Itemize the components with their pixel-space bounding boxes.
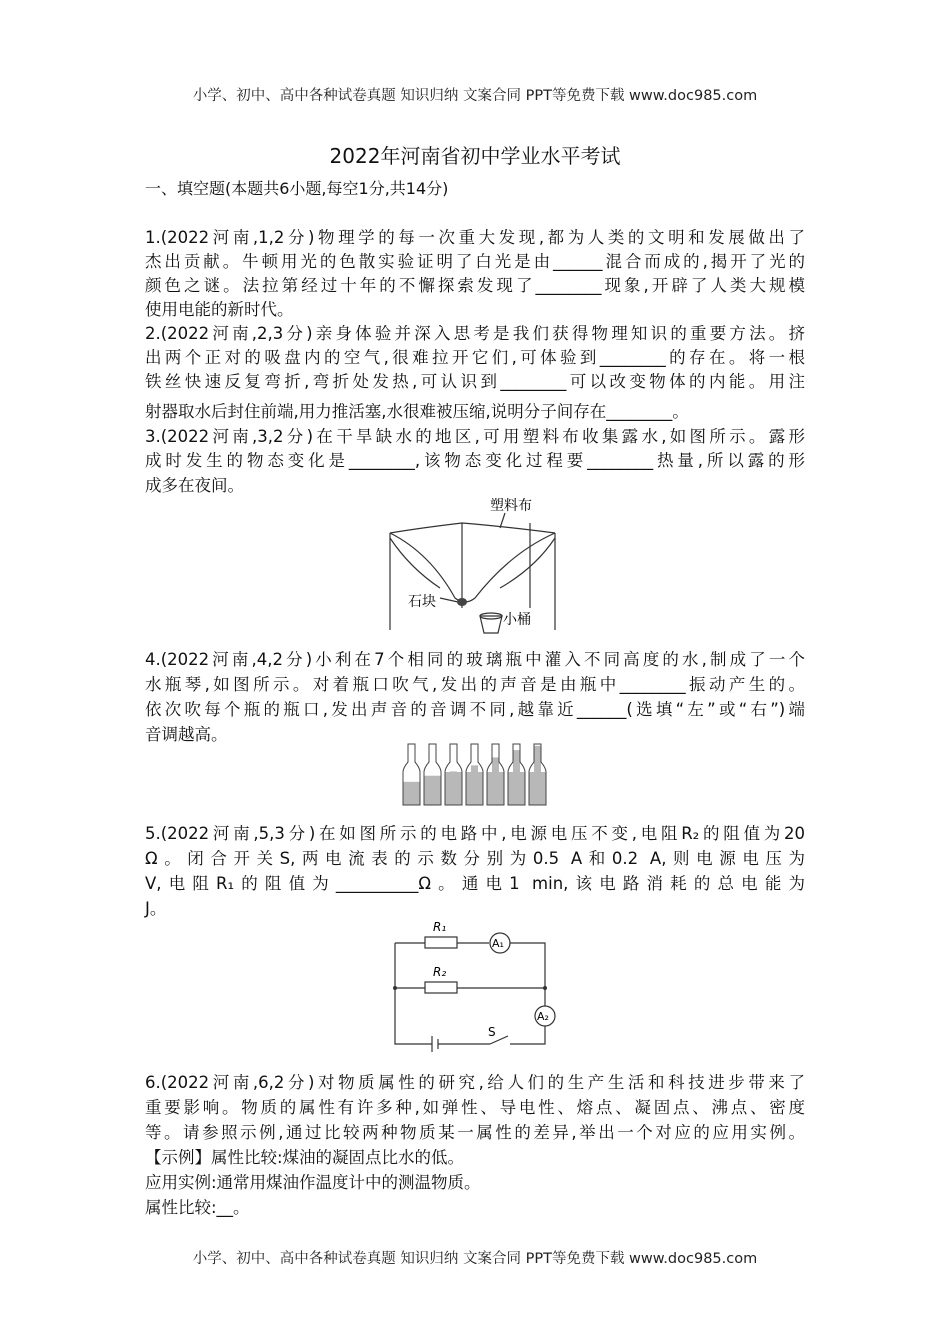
q6-line: 应用实例:通常用煤油作温度计中的测温物质。 (145, 1173, 481, 1192)
label-r1: R₁ (433, 920, 447, 934)
q2-line: 射器取水后封住前端,用力推活塞,水很难被压缩,说明分子间存在________。 (145, 402, 689, 421)
circuit-diagram (390, 912, 565, 1057)
q6-line: 重要影响。物质的属性有许多种,如弹性、导电性、熔点、凝固点、沸点、密度 (145, 1098, 805, 1117)
label-stone: 石块 (408, 594, 436, 610)
bottle-water (445, 772, 462, 805)
bottle-water (403, 782, 420, 805)
bottle-water-neck (534, 746, 541, 772)
q1-line: 杰出贡献。牛顿用光的色散实验证明了白光是由______混合而成的,揭开了光的 (145, 252, 805, 271)
bottle (424, 744, 441, 805)
q6-line: 等。请参照示例,通过比较两种物质某一属性的差异,举出一个对应的应用实例。 (145, 1123, 805, 1142)
bottle-water (487, 772, 504, 805)
label-a1: A₁ (492, 937, 504, 950)
q4-line: 音调越高。 (145, 725, 228, 744)
q2-line: 铁丝快速反复弯折,弯折处发热,可认识到________可以改变物体的内能。用注 (145, 372, 805, 391)
label-plastic-cloth: 塑料布 (490, 498, 532, 514)
q2-line: 2.(2022河南,2,3分)亲身体验并深入思考是我们获得物理知识的重要方法。挤 (145, 324, 805, 343)
q1-line: 1.(2022河南,1,2分)物理学的每一次重大发现,都为人类的文明和发展做出了 (145, 228, 805, 247)
label-bucket: 小桶 (503, 612, 531, 628)
bottle-water (466, 772, 483, 805)
q6-line: 属性比较:__。 (145, 1198, 250, 1217)
q6-line: 6.(2022河南,6,2分)对物质属性的研究,给人们的生产生活和科技进步带来了 (145, 1073, 805, 1092)
label-a2: A₂ (537, 1010, 549, 1023)
bottle (466, 744, 483, 805)
q3-line: 成时发生的物态变化是________,该物态变化过程要________热量,所以露的形 (145, 451, 805, 470)
bottle-water (529, 772, 546, 805)
q4-line: 依次吹每个瓶的瓶口,发出声音的音调不同,越靠近______(选填“左”或“右”)端 (145, 700, 805, 719)
bottle (529, 744, 546, 805)
bottle (445, 744, 462, 805)
label-switch: S (488, 1025, 496, 1039)
q3-line: 3.(2022河南,3,2分)在干旱缺水的地区,可用塑料布收集露水,如图所示。露形 (145, 427, 805, 446)
bottle-water-neck (450, 771, 457, 772)
exam-title: 2022年河南省初中学业水平考试 (329, 144, 621, 168)
q4-line: 水瓶琴,如图所示。对着瓶口吹气,发出的声音是由瓶中________振动产生的。 (145, 675, 805, 694)
bottle-water-neck (492, 757, 499, 772)
bottle-water (508, 772, 525, 805)
q5-line: 5.(2022河南,5,3分)在如图所示的电路中,电源电压不变,电阻R₂的阻值为20 (145, 824, 805, 843)
q5-line: J。 (145, 899, 167, 918)
section-heading: 一、填空题(本题共6小题,每空1分,共14分) (145, 179, 449, 198)
water-bottles-figure (400, 742, 552, 808)
dew-collection-figure (380, 498, 570, 640)
q6-line: 【示例】属性比较:煤油的凝固点比水的低。 (145, 1148, 465, 1167)
bottle (487, 744, 504, 805)
bottle (403, 744, 420, 805)
bottle (508, 744, 525, 805)
q1-line: 颜色之谜。法拉第经过十年的不懈探索发现了________现象,开辟了人类大规模 (145, 276, 805, 295)
q4-line: 4.(2022河南,4,2分)小利在7个相同的玻璃瓶中灌入不同高度的水,制成了一个 (145, 650, 805, 669)
page-footer: 小学、初中、高中各种试卷真题 知识归纳 文案合同 PPT等免费下载 www.doc985.com (192, 1251, 758, 1267)
bottle-water-neck (471, 765, 478, 772)
q2-line: 出两个正对的吸盘内的空气,很难拉开它们,可体验到________的存在。将一根 (145, 348, 805, 367)
q5-line: V,电阻R₁的阻值为__________Ω。通电1 min,该电路消耗的总电能为 (145, 874, 805, 893)
q1-line: 使用电能的新时代。 (145, 300, 294, 319)
bottle-water (424, 776, 441, 805)
bottle-water-neck (513, 750, 520, 772)
q5-line: Ω。闭合开关S,两电流表的示数分别为0.5 A和0.2 A,则电源电压为 (145, 849, 805, 868)
page-header: 小学、初中、高中各种试卷真题 知识归纳 文案合同 PPT等免费下载 www.doc985.com (192, 88, 758, 104)
label-r2: R₂ (433, 965, 447, 979)
q3-line: 成多在夜间。 (145, 476, 244, 495)
